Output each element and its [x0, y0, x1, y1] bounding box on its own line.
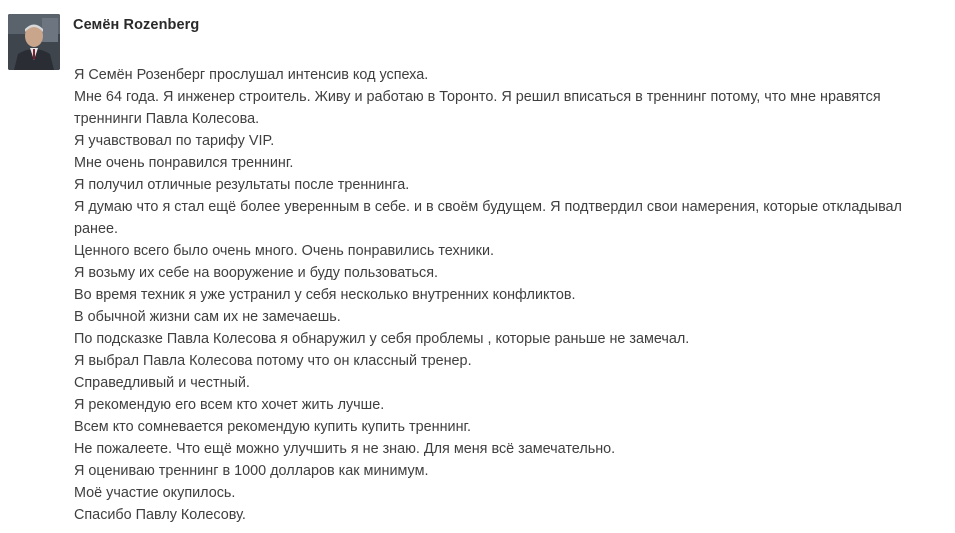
- post-line: Я выбрал Павла Колесова потому что он классный тренер.: [74, 353, 472, 369]
- post-line: Мне очень понравился треннинг.: [74, 155, 294, 171]
- user-photo-icon: [8, 14, 60, 70]
- post-line: Я думаю что я стал ещё более уверенным в себе. и в своём будущем. Я подтвердил свои намерения, которые откладывал: [74, 199, 902, 215]
- post-line: Я оцениваю треннинг в 1000 долларов как минимум.: [74, 463, 429, 479]
- post-line: В обычной жизни сам их не замечаешь.: [74, 309, 341, 325]
- post-line: Я рекомендую его всем кто хочет жить лучше.: [74, 397, 385, 413]
- post-line: Мне 64 года. Я инженер строитель. Живу и работаю в Торонто. Я решил вписаться в треннинг потому, что мне нравятся: [74, 89, 881, 105]
- post-line: Я учавствовал по тарифу VIP.: [74, 133, 275, 149]
- post-line: По подсказке Павла Колесова я обнаружил у себя проблемы , которые раньше не замечал.: [74, 331, 690, 347]
- post-line: Во время техник я уже устранил у себя несколько внутренних конфликтов.: [74, 287, 576, 303]
- post-line: Всем кто сомневается рекомендую купить купить треннинг.: [74, 419, 472, 435]
- post-line: Я получил отличные результаты после треннинга.: [74, 177, 410, 193]
- post-line: Я Семён Розенберг прослушал интенсив код успеха.: [74, 67, 429, 83]
- post-line: Спасибо Павлу Колесову.: [74, 507, 246, 523]
- author-name[interactable]: Семён Rozenberg: [73, 17, 200, 33]
- post-line: Ценного всего было очень много. Очень понравились техники.: [74, 243, 494, 259]
- post-line: Справедливый и честный.: [74, 375, 250, 391]
- post-body: [74, 64, 944, 526]
- user-avatar[interactable]: [8, 14, 60, 70]
- post-line: треннинги Павла Колесова.: [74, 111, 260, 127]
- post-line: Я возьму их себе на вооружение и буду пользоваться.: [74, 265, 438, 281]
- post-line: Не пожалеете. Что ещё можно улучшить я не знаю. Для меня всё замечательно.: [74, 441, 616, 457]
- post-line: Моё участие окупилось.: [74, 485, 236, 501]
- post-line: ранее.: [74, 221, 118, 237]
